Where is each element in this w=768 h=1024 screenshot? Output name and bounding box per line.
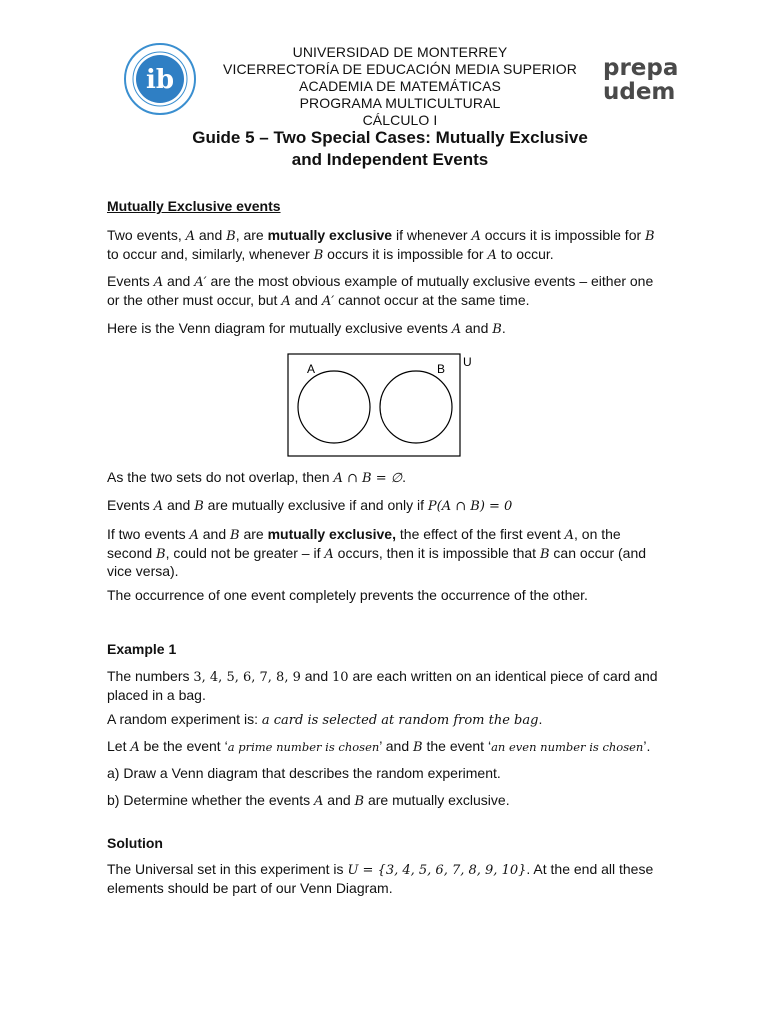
header-line: CÁLCULO I xyxy=(362,112,438,128)
institution-header xyxy=(200,44,600,129)
paragraph-no-overlap: As the two sets do not overlap, then A ∩ B = ∅. xyxy=(107,469,406,486)
solution-heading: Solution xyxy=(107,835,163,851)
question-b: b) Determine whether the events A and B are mutually exclusive. xyxy=(107,792,510,809)
header-line: UNIVERSIDAD DE MONTERREY xyxy=(292,44,508,60)
paragraph-effect: If two events A and B are mutually exclusive, the effect of the first event A, on the second B, could not be greater – if A occurs, then it is impossible that B can occur (and vice versa). xyxy=(107,526,647,579)
ib-logo-letters: ib xyxy=(145,65,175,95)
header-line: VICERRECTORÍA DE EDUCACIÓN MEDIA SUPERIOR xyxy=(223,61,577,77)
title-line: Guide 5 – Two Special Cases: Mutually Exclusive xyxy=(192,128,588,147)
logo-line-prepa: prepa xyxy=(603,55,679,81)
logo-line-udem: udem xyxy=(603,79,676,105)
paragraph-occurrence: The occurrence of one event completely prevents the occurrence of the other. xyxy=(107,587,588,603)
example-heading: Example 1 xyxy=(107,641,177,657)
title-line: and Independent Events xyxy=(291,150,489,169)
ib-logo-icon xyxy=(123,42,197,116)
prepa-udem-logo xyxy=(603,56,683,104)
header-line: PROGRAMA MULTICULTURAL xyxy=(299,95,501,111)
set-a-circle xyxy=(298,371,370,443)
question-a: a) Draw a Venn diagram that describes the random experiment. xyxy=(107,765,501,781)
header-line: ACADEMIA DE MATEMÁTICAS xyxy=(299,78,501,94)
paragraph-definition: Two events, A and B, are mutually exclusive if whenever A occurs it is impossible for B to occur and, similarly, whenever B occurs it is impossible for A to occur. xyxy=(107,227,655,263)
paragraph-numbers: The numbers 3, 4, 5, 6, 7, 8, 9 and 10 are each written on an identical piece of card and placed in a bag. xyxy=(107,668,658,703)
document-title xyxy=(130,127,650,171)
paragraph-events: Let A be the event ‘a prime number is chosen’ and B the event ‘an even number is chosen’. xyxy=(107,738,651,755)
paragraph-universal-set: The Universal set in this experiment is U = {3, 4, 5, 6, 7, 8, 9, 10}. At the end all these elements should be part of our Venn Diagram. xyxy=(107,861,654,896)
venn-diagram xyxy=(285,350,480,460)
paragraph-venn-intro: Here is the Venn diagram for mutually exclusive events A and B. xyxy=(107,320,506,337)
paragraph-experiment: A random experiment is: a card is selected at random from the bag. xyxy=(107,711,543,728)
set-a-label: A xyxy=(307,362,316,376)
set-b-circle xyxy=(380,371,452,443)
set-b-label: B xyxy=(437,362,446,376)
universal-label: U xyxy=(463,355,472,369)
paragraph-iff: Events A and B are mutually exclusive if and only if P(A ∩ B) = 0 xyxy=(107,497,513,514)
section-heading: Mutually Exclusive events xyxy=(107,198,281,214)
paragraph-complement-example: Events A and A′ are the most obvious example of mutually exclusive events – either one or the other must occur, but A and A′ cannot occur at the same time. xyxy=(107,273,654,309)
